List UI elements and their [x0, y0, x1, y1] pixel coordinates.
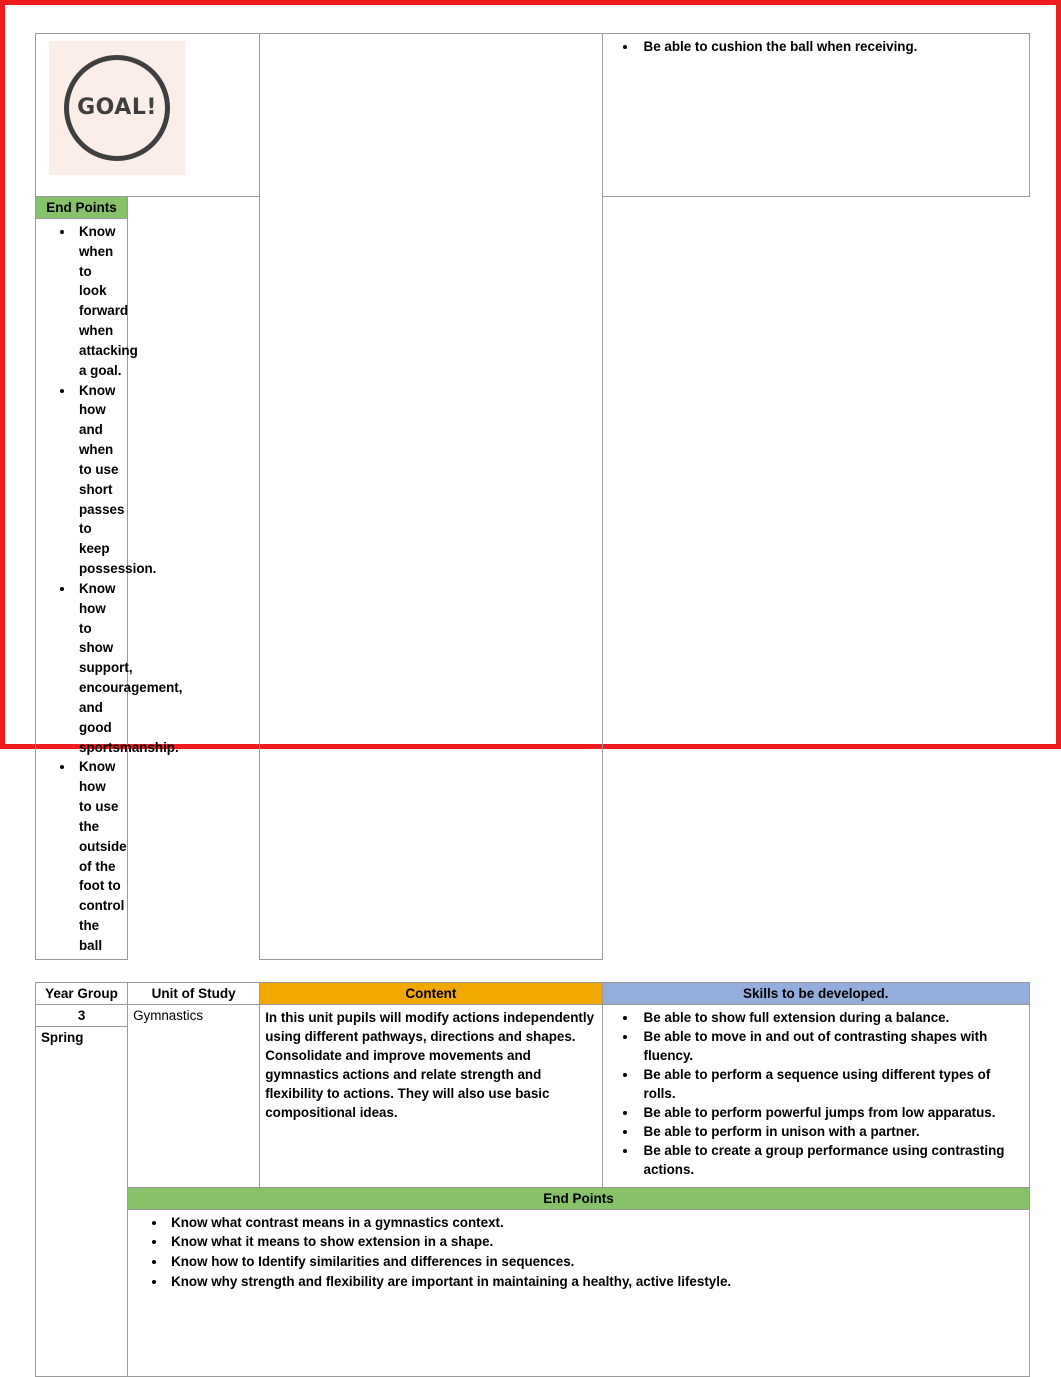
list-item: • Be able to create a group performance using contrasting actions. [638, 1141, 1024, 1179]
header-unit-of-study: Unit of Study [128, 982, 260, 1004]
top-content-cell [260, 34, 602, 960]
list-item: • Know how to use the outside of the foot to control the ball [75, 757, 122, 955]
logo-cell [36, 34, 260, 197]
list-item: • Know why strength and flexibility are important in maintaining a healthy, active lifestyle. [167, 1272, 1024, 1292]
top-end-points-cell [36, 219, 183, 960]
end-points-header: End Points [128, 1187, 1030, 1209]
list-item: • Be able to perform powerful jumps from low apparatus. [638, 1103, 1024, 1122]
table-gap [35, 960, 1026, 982]
list-item: • Know what it means to show extension in a shape. [167, 1232, 1024, 1252]
skills-cell [602, 1004, 1029, 1187]
unit-of-study-value: Gymnastics [128, 1004, 260, 1187]
header-year-group: Year Group [36, 982, 128, 1004]
header-content: Content [260, 982, 602, 1004]
year-group-value: 3 [36, 1004, 128, 1026]
list-item: • Be able to perform in unison with a partner. [638, 1122, 1024, 1141]
table-row [36, 34, 1030, 197]
top-end-points-header: End Points [36, 197, 128, 219]
end-points-cell [128, 1209, 1030, 1376]
table-header-row [36, 982, 1030, 1004]
list-item: • Know how to show support, encouragement, and good sportsmanship. [75, 579, 122, 757]
list-item: • Know how and when to use short passes to keep possession. [75, 381, 122, 579]
table-row [36, 1209, 1030, 1376]
table-row [36, 1187, 1030, 1209]
content-text: In this unit pupils will modify actions independently using different pathways, directions and shapes. Consolidate and improve movements and gymnastics actions and relate strength and flexibility to actions. They will also use basic compositional ideas. [260, 1004, 602, 1187]
document-body [5, 5, 1056, 1290]
list-item: • Be able to show full extension during a balance. [638, 1008, 1024, 1027]
goal-ring-icon [64, 55, 170, 161]
list-item: • Be able to move in and out of contrasting shapes with fluency. [638, 1027, 1024, 1065]
top-continuation-table [35, 33, 1030, 960]
header-skills: Skills to be developed. [602, 982, 1029, 1004]
goal-logo-text: GOAL! [77, 94, 157, 120]
goal-logo-box [49, 41, 185, 175]
list-item: • Be able to perform a sequence using different types of rolls. [638, 1065, 1024, 1103]
list-item: • Know when to look forward when attacking a goal. [75, 222, 122, 381]
skills-list [608, 1008, 1024, 1179]
list-item: • Know how to Identify similarities and differences in sequences. [167, 1252, 1024, 1272]
top-skills-cell [602, 34, 1029, 197]
end-points-list [133, 1213, 1024, 1292]
list-item: • Be able to cushion the ball when receiving. [638, 37, 1024, 56]
unit-of-study-table [35, 982, 1030, 1377]
term-label: Spring [36, 1026, 128, 1376]
table-row [36, 1004, 1030, 1026]
list-item: • Know what contrast means in a gymnastics context. [167, 1213, 1024, 1233]
top-end-points-list [41, 222, 183, 956]
top-skills-list [608, 37, 1024, 56]
